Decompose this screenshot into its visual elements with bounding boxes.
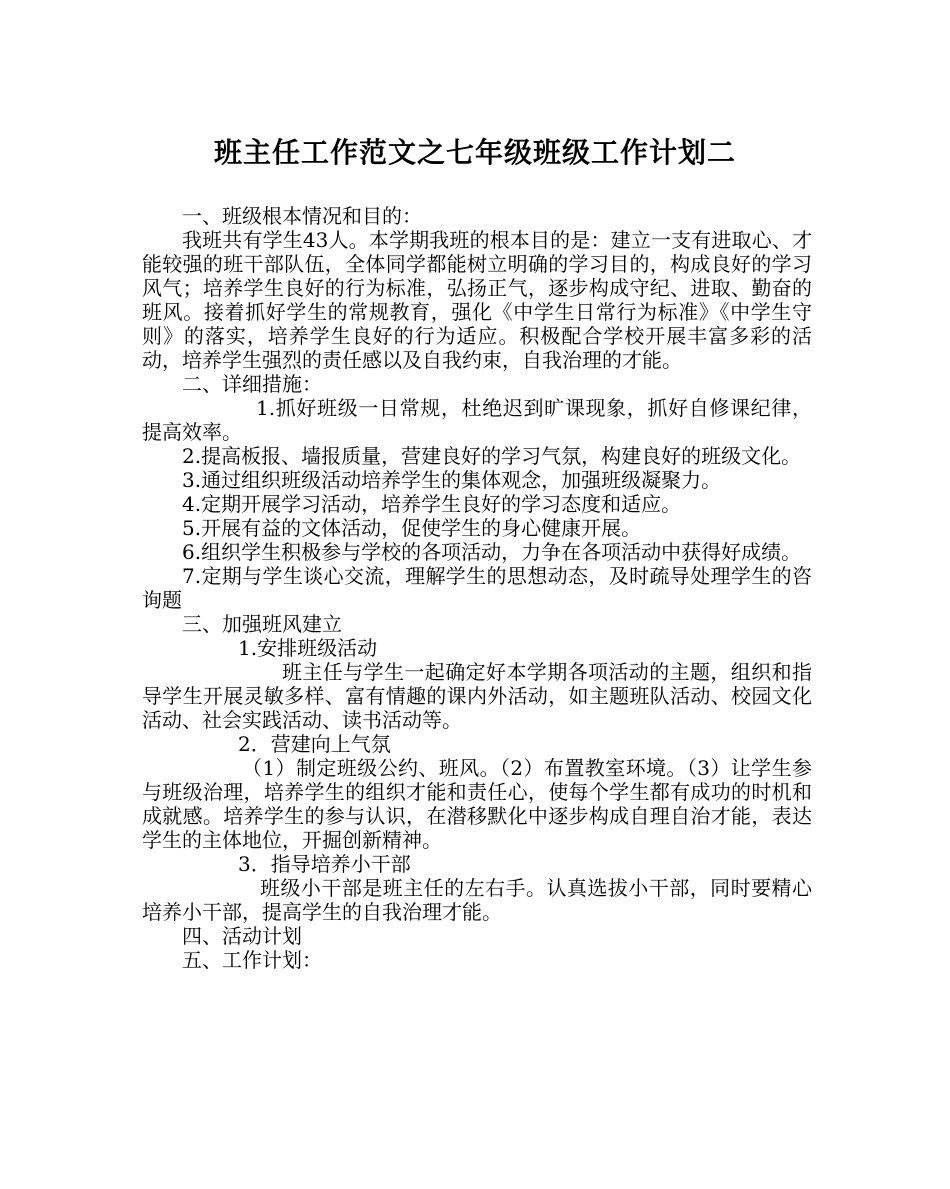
document-title: 班主任工作范文之七年级班级工作计划二: [213, 136, 736, 169]
measure-item-3: 3.通过组织班级活动培养学生的集体观念，加强班级凝聚力。: [182, 468, 722, 492]
measure-item-4: 4.定期开展学习活动，培养学生良好的学习态度和适应。: [182, 492, 682, 516]
measure-item-1: 1.抓好班级一日常规，杜绝迟到旷课现象，抓好自修课纪律，提高效率。: [142, 396, 812, 444]
paragraph-class-leaders: 班级小干部是班主任的左右手。认真选拔小干部，同时要精心培养小干部，提高学生的自我治理才能。: [142, 876, 812, 924]
subheading-atmosphere: 2．营建向上气氛: [238, 732, 391, 756]
subheading-class-leaders: 3．指导培养小干部: [238, 852, 411, 876]
measure-item-7: 7.定期与学生谈心交流，理解学生的思想动态，及时疏导处理学生的咨询题: [142, 564, 812, 612]
subheading-class-activities: 1.安排班级活动: [238, 636, 378, 660]
section-heading-2: 二、详细措施：: [182, 372, 322, 396]
paragraph-class-overview: 我班共有学生43人。本学期我班的根本目的是：建立一支有进取心、才能较强的班干部队伍，全体同学都能树立明确的学习目的，构成良好的学习风气；培养学生良好的行为标准，弘扬正气，逐步构成守纪、进取、勤奋的班风。接着抓好学生的常规教育，强化《中学生日常行为标准》《中学生守则》的落实，培养学生良好的行为适应。积极配合学校开展丰富多彩的活动，培养学生强烈的责任感以及自我约束，自我治理的才能。: [142, 228, 812, 372]
section-heading-1: 一、班级根本情况和目的：: [182, 204, 422, 228]
measure-item-2: 2.提高板报、墙报质量，营建良好的学习气氛，构建良好的班级文化。: [182, 444, 802, 468]
paragraph-class-activities: 班主任与学生一起确定好本学期各项活动的主题，组织和指导学生开展灵敏多样、富有情趣的课内外活动，如主题班队活动、校园文化活动、社会实践活动、读书活动等。: [142, 660, 812, 732]
paragraph-atmosphere: （1）制定班级公约、班风。（2）布置教室环境。（3）让学生参与班级治理，培养学生的组织才能和责任心，使每个学生都有成功的时机和成就感。培养学生的参与认识，在潜移默化中逐步构成自理自治才能，表达学生的主体地位，开掘创新精神。: [142, 756, 812, 852]
section-heading-5: 五、工作计划：: [182, 948, 322, 972]
document-body: [142, 204, 812, 972]
measure-item-6: 6.组织学生积极参与学校的各项活动，力争在各项活动中获得好成绩。: [182, 540, 802, 564]
section-heading-4: 四、活动计划: [182, 924, 302, 948]
section-heading-3: 三、加强班风建立: [182, 612, 342, 636]
measure-item-5: 5.开展有益的文体活动，促使学生的身心健康开展。: [182, 516, 642, 540]
